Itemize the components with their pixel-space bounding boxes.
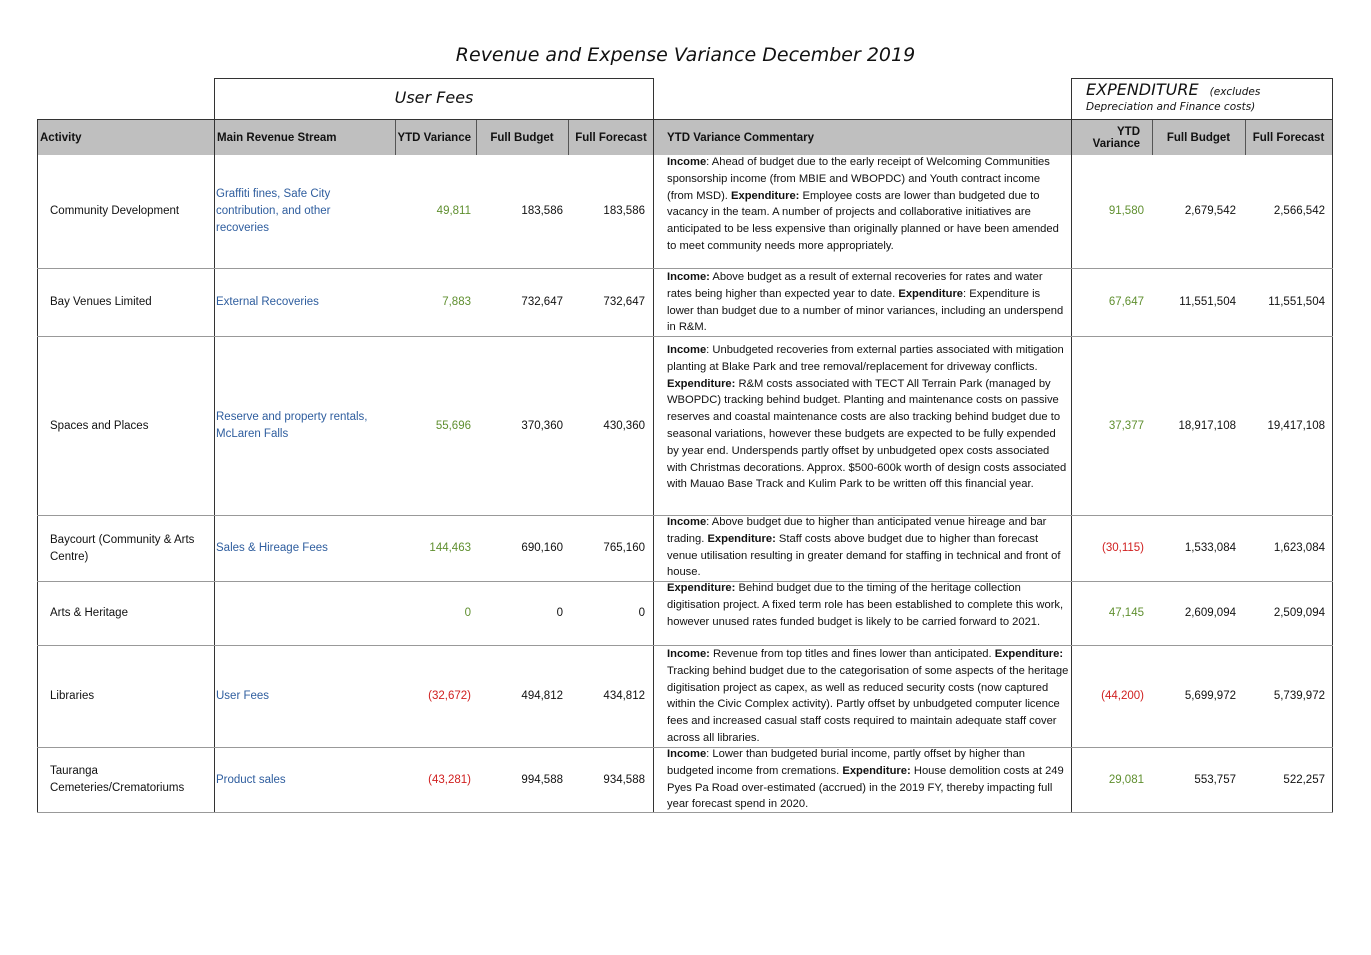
expenditure-note: (excludes: [1209, 86, 1261, 98]
revenue-stream-cell: Product sales: [216, 773, 286, 786]
header-sep: [1245, 120, 1246, 155]
commentary-cell: [667, 514, 1069, 581]
activity-cell: Tauranga Cemeteries/Crematoriums: [50, 765, 185, 794]
page-title: Revenue and Expense Variance December 2019: [455, 44, 916, 66]
full-forecast-cell: 183,586: [603, 205, 645, 218]
commentary-text: : Lower than budgeted burial income, partly offset by higher than budgeted income from cremations.: [667, 748, 1026, 777]
full-budget-cell: 690,160: [521, 542, 563, 555]
header-activity: Activity: [37, 120, 214, 155]
commentary-text: Above budget as a result of external recoveries for rates and water rates being higher than expected year to date.: [667, 271, 1043, 300]
full-budget-cell: 370,360: [521, 419, 563, 432]
commentary-text: Behind budget due to the timing of the heritage collection digitisation project. A fixed term role has been established to complete this work, however unused rates funded budget is likely to be carried forward to 2021.: [667, 582, 1064, 628]
full-budget-cell: 994,588: [521, 773, 563, 786]
commentary-text: : Expenditure is lower than budget due to a number of minor variances, including an underspend in R&M.: [667, 287, 1064, 334]
exp-full-budget-cell: 1,533,084: [1184, 542, 1236, 555]
commentary-text: : Unbudgeted recoveries from external parties associated with mitigation planting at Blake Park and tree removal/replacement for driveway conflicts.: [667, 344, 1064, 373]
exp-full-forecast-cell: 5,739,972: [1273, 690, 1325, 703]
header-exp-full-forecast: Full Forecast: [1245, 120, 1332, 155]
commentary-text: : Ahead of budget due to the early receipt of Welcoming Communities sponsorship income (from MBIE and WBOPDC) and Youth contract income (from MSD).: [667, 156, 1050, 202]
header-full-budget: Full Budget: [476, 120, 568, 155]
commentary-label: Income: [667, 516, 707, 528]
commentary-text: House demolition costs at 249 Pyes Pa Road over-estimated (accrued) in the 2019 FY, thereby impacting full year forecast spend in 2020.: [667, 764, 1064, 811]
exp-full-budget-cell: 2,679,542: [1184, 205, 1236, 218]
commentary-label: Expenditure: [898, 287, 964, 300]
table-right-border: [1332, 78, 1333, 813]
commentary-label: Expenditure:: [707, 532, 776, 545]
exp-full-forecast-cell: 11,551,504: [1268, 296, 1325, 309]
commentary-label: Expenditure:: [667, 582, 736, 594]
exp-ytd-variance-cell: 67,647: [1108, 296, 1144, 309]
exp-ytd-variance-cell: (44,200): [1101, 690, 1144, 703]
header-full-forecast: Full Forecast: [568, 120, 654, 155]
header-sep: [395, 120, 396, 155]
commentary-label: Income: [667, 344, 707, 356]
revenue-stream-cell: Graffiti fines, Safe City contribution, and other recoveries: [216, 188, 331, 234]
header-exp-full-budget: Full Budget: [1152, 120, 1245, 155]
commentary-label: Income:: [667, 271, 710, 283]
revenue-stream-cell: Sales & Hireage Fees: [216, 542, 328, 555]
revenue-stream-cell: External Recoveries: [216, 296, 319, 309]
commentary-text: Staff costs above budget due to higher than forecast venue utilisation resulting in greater demand for staffing in technical and front of house.: [667, 532, 1061, 579]
activity-cell: Baycourt (Community & Arts Centre): [50, 533, 195, 563]
exp-full-budget-cell: 11,551,504: [1179, 296, 1236, 309]
full-budget-cell: 183,586: [521, 205, 563, 218]
commentary-cell: [667, 269, 1069, 338]
revenue-stream-cell: Reserve and property rentals, McLaren Falls: [216, 411, 368, 440]
exp-ytd-variance-cell: 37,377: [1108, 419, 1144, 432]
full-forecast-cell: 0: [638, 607, 645, 620]
activity-cell: Community Development: [50, 205, 180, 218]
ytd-variance-cell: 55,696: [435, 419, 471, 432]
activity-cell: Arts & Heritage: [50, 607, 128, 620]
exp-ytd-variance-cell: 29,081: [1108, 773, 1144, 786]
expenditure-group-label: [1086, 80, 1260, 99]
ytd-variance-cell: (43,281): [428, 773, 471, 786]
activity-cell: Spaces and Places: [50, 419, 149, 432]
exp-full-forecast-cell: 2,509,094: [1273, 607, 1325, 620]
ytd-variance-cell: 0: [464, 607, 471, 620]
activity-cell: Libraries: [50, 690, 95, 703]
commentary-label: Expenditure:: [842, 764, 911, 777]
exp-full-budget-cell: 2,609,094: [1184, 607, 1236, 620]
commentary-cell: [667, 342, 1069, 522]
ytd-variance-cell: 144,463: [429, 542, 471, 555]
commentary-label: Income:: [667, 648, 710, 660]
commentary-cell: [667, 154, 1069, 269]
activity-cell: Bay Venues Limited: [50, 296, 152, 309]
table-top-border: [37, 119, 1333, 120]
header-sep: [476, 120, 477, 155]
revenue-stream-cell: User Fees: [216, 690, 270, 703]
exp-full-budget-cell: 553,757: [1194, 773, 1236, 786]
commentary-text: Employee costs are lower than budgeted due to vacancy in the team. A number of projects and collaborative initiatives are anticipated to be less expensive than originally planned or have been amended to meet community needs more appropriately.: [667, 189, 1059, 252]
revenue-stream-cell: [214, 582, 395, 645]
commentary-label: Expenditure:: [994, 648, 1064, 660]
commentary-label: Expenditure:: [731, 189, 800, 202]
table-bottom-border: [37, 812, 1333, 813]
header-main-revenue-stream: Main Revenue Stream: [214, 120, 395, 155]
expenditure-box-top: [1071, 78, 1332, 79]
commentary-text: : Above budget due to higher than anticipated venue hireage and bar trading.: [667, 516, 1047, 545]
commentary-cell: [667, 646, 1069, 749]
exp-full-budget-cell: 5,699,972: [1184, 690, 1236, 703]
commentary-label: Income: [667, 156, 707, 168]
user-fees-box-top: [214, 78, 654, 79]
commentary-label: Expenditure:: [667, 377, 736, 390]
header-ytd-variance: YTD Variance: [395, 120, 476, 155]
full-budget-cell: 0: [556, 607, 563, 620]
commentary-cell: [667, 746, 1069, 812]
ytd-variance-cell: 7,883: [442, 296, 471, 309]
expenditure-box-left: [1071, 78, 1072, 120]
header-exp-ytd-variance: YTD Variance: [1071, 120, 1152, 155]
commentary-text: R&M costs associated with TECT All Terrain Park (managed by WBOPDC) tracking behind budget. Planting and maintenance costs on passive reserves and coastal maintenance costs are also tracking behind budget due to seasonal variations, however these budgets are expected to be fully expended by year end. Underspends partly offset by unbudgeted opex costs associated with Christmas decorations. Approx. $500-600k worth of design costs associated with Mauao Base Track and Kulim Park to be written off this financial year.: [667, 377, 1067, 491]
expenditure-note-2: Depreciation and Finance costs): [1086, 101, 1256, 113]
full-forecast-cell: 765,160: [603, 542, 645, 555]
commentary-text: Tracking behind budget due to the categorisation of some aspects of the heritage digitisation project as capex, as well as reduced security costs (now captured within the Civic Complex activity). Partly offset by unbudgeted computer licence fees and increased casual staff costs required to maintain adequate staff cover across all libraries.: [667, 664, 1069, 744]
expenditure-title: EXPENDITURE: [1086, 80, 1199, 99]
full-budget-cell: 494,812: [521, 690, 563, 703]
user-fees-group-label: User Fees: [394, 88, 474, 107]
full-forecast-cell: 732,647: [603, 296, 645, 309]
ytd-variance-cell: (32,672): [428, 690, 471, 703]
col-divider: [653, 119, 654, 813]
header-sep: [568, 120, 569, 155]
ytd-variance-cell: 49,811: [436, 205, 471, 218]
header-commentary: YTD Variance Commentary: [654, 120, 1071, 155]
exp-full-forecast-cell: 2,566,542: [1273, 205, 1325, 218]
exp-full-forecast-cell: 522,257: [1283, 773, 1325, 786]
commentary-text: Revenue from top titles and fines lower than anticipated.: [709, 648, 995, 660]
commentary-label: Income: [667, 748, 707, 760]
exp-ytd-variance-cell: 47,145: [1108, 607, 1144, 620]
full-forecast-cell: 430,360: [603, 419, 645, 432]
exp-full-forecast-cell: 1,623,084: [1273, 542, 1325, 555]
full-forecast-cell: 934,588: [603, 773, 645, 786]
full-budget-cell: 732,647: [521, 296, 563, 309]
exp-ytd-variance-cell: 91,580: [1108, 205, 1144, 218]
full-forecast-cell: 434,812: [603, 690, 645, 703]
commentary-cell: [667, 580, 1069, 645]
exp-full-budget-cell: 18,917,108: [1178, 419, 1236, 432]
header-sep: [1152, 120, 1153, 155]
exp-ytd-variance-cell: (30,115): [1102, 542, 1144, 555]
exp-full-forecast-cell: 19,417,108: [1267, 419, 1325, 432]
